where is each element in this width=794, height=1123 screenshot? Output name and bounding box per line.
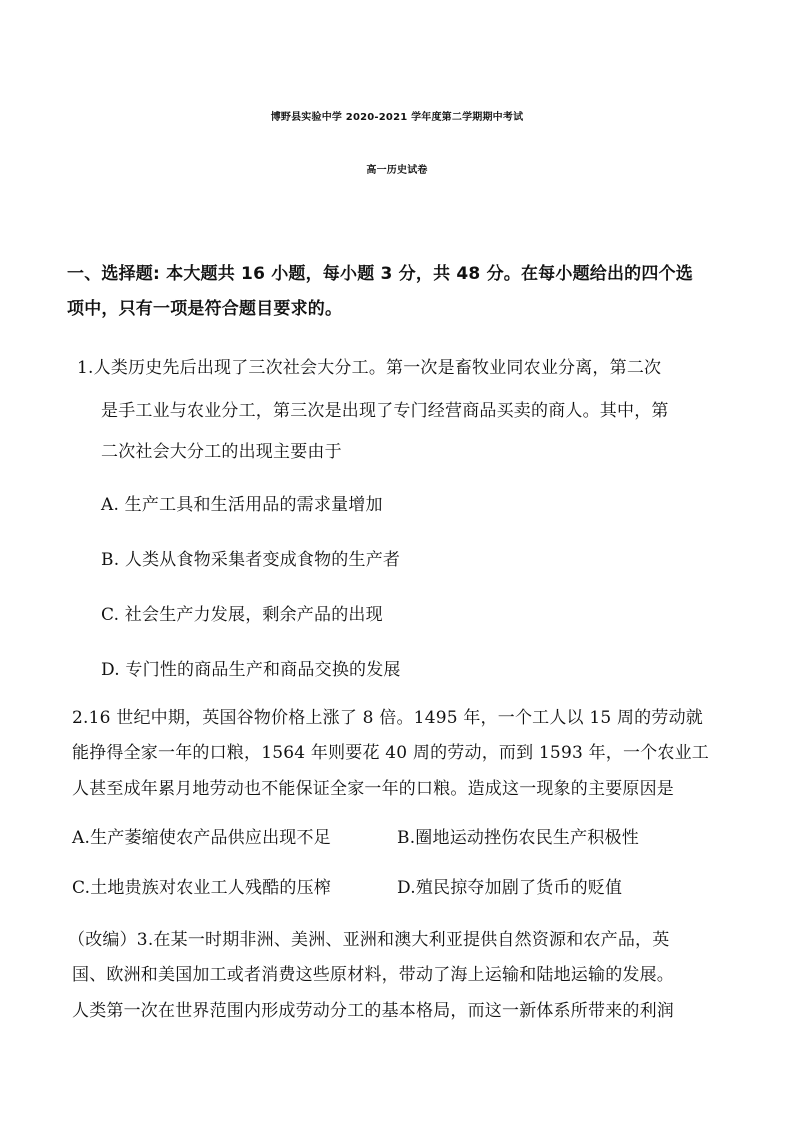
- section-heading-line-2: 项中，只有一项是符合题目要求的。: [67, 299, 343, 319]
- question-2-stem-line-3: 人甚至成年累月地劳动也不能保证全家一年的口粮。造成这一现象的主要原因是: [72, 779, 674, 799]
- question-2-option-b: B.圈地运动挫伤农民生产积极性: [397, 828, 639, 848]
- question-3-stem-line-1: （改编）3.在某一时期非洲、美洲、亚洲和澳大利亚提供自然资源和农产品，英: [68, 930, 670, 950]
- question-1-option-d: D. 专门性的商品生产和商品交换的发展: [101, 660, 401, 680]
- section-heading-line-1: 一、选择题: 本大题共 16 小题，每小题 3 分，共 48 分。在每小题给出的四个选: [67, 264, 693, 284]
- question-1-stem-line-3: 二次社会大分工的出现主要由于: [101, 442, 342, 462]
- question-2-option-c: C.土地贵族对农业工人残酷的压榨: [72, 878, 332, 898]
- question-2-option-d: D.殖民掠夺加剧了货币的贬值: [397, 878, 623, 898]
- question-2-stem-line-2: 能挣得全家一年的口粮，1564 年则要花 40 周的劳动，而到 1593 年，一个农业工: [72, 743, 709, 763]
- question-1-stem-line-1: 1.人类历史先后出现了三次社会大分工。第一次是畜牧业同农业分离，第二次: [77, 358, 662, 378]
- question-2-stem-line-1: 2.16 世纪中期，英国谷物价格上涨了 8 倍。1495 年，一个工人以 15 周的劳动就: [72, 708, 703, 728]
- question-3-stem-line-3: 人类第一次在世界范围内形成劳动分工的基本格局，而这一新体系所带来的利润: [72, 1001, 674, 1021]
- question-1-stem-line-2: 是手工业与农业分工，第三次是出现了专门经营商品买卖的商人。其中，第: [101, 401, 669, 421]
- question-1-option-b: B. 人类从食物采集者变成食物的生产者: [101, 550, 401, 570]
- exam-title: 博野县实验中学 2020-2021 学年度第二学期期中考试: [270, 112, 524, 123]
- question-3-stem-line-2: 国、欧洲和美国加工或者消费这些原材料，带动了海上运输和陆地运输的发展。: [72, 965, 674, 985]
- question-1-option-c: C. 社会生产力发展，剩余产品的出现: [101, 605, 383, 625]
- exam-subtitle: 高一历史试卷: [366, 165, 428, 176]
- question-1-option-a: A. 生产工具和生活用品的需求量增加: [101, 495, 383, 515]
- question-2-option-a: A.生产萎缩使农产品供应出现不足: [72, 828, 331, 848]
